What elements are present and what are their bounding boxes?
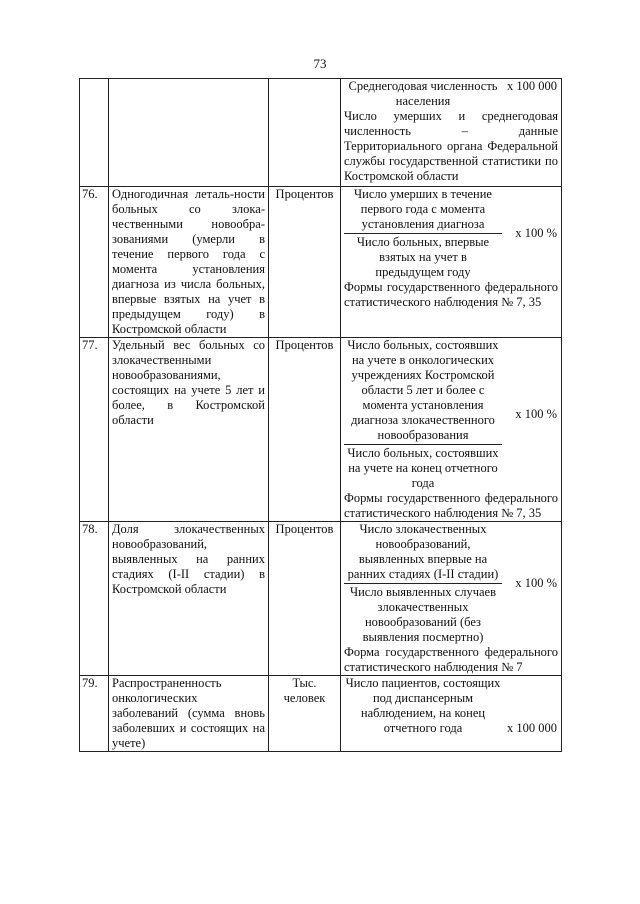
table-row — [80, 676, 562, 752]
numerator: Число больных, состоявших на учете в онкологических учреждениях Костромской области 5 лет и более с момента установления диагноза злокачественного новообразования — [344, 338, 502, 445]
indicator-name: Удельный вес больных со злокачественными новообразованиями, состоящих на учете 5 лет и более, в Костромской области — [109, 338, 269, 522]
data-source: Формы государственного федерального статистического наблюдения № 7, 35 — [344, 491, 558, 520]
row-number: 76. — [80, 187, 109, 338]
denominator-continued: Среднегодовая численность населения — [348, 79, 498, 108]
table-row — [80, 338, 562, 522]
formula — [344, 338, 558, 491]
formula-cell — [341, 79, 562, 187]
formula-cell — [341, 676, 562, 752]
formula — [344, 187, 558, 280]
unit: Процентов — [269, 338, 341, 522]
denominator: Число выявленных случаев злокачественных новообразований (без выявления посмертно) — [349, 585, 497, 644]
table-row — [80, 522, 562, 676]
indicator-name: Одногодичная леталь-ности больных со злока-чественными новообра-зованиями (умерли в течение первого года с момента установления диагноза из числа больных, впервые взятых на учет в предыдущем году) в Костромской области — [109, 187, 269, 338]
data-source: Число умерших и среднегодовая численность – данные Территориального органа Федеральной службы государственной статистики по Костромской области — [344, 109, 558, 183]
unit-cell — [269, 79, 341, 187]
row-number-cell — [80, 79, 109, 187]
formula-cell — [341, 338, 562, 522]
numerator: Число пациентов, состоящих под диспансерным наблюдением, на конец отчетного года — [345, 676, 501, 735]
unit: Процентов — [269, 187, 341, 338]
page-number: 73 — [313, 56, 327, 71]
indicator-name-cell — [109, 79, 269, 187]
unit: Процентов — [269, 522, 341, 676]
table-row — [80, 79, 562, 187]
denominator: Число больных, состоявших на учете на конец отчетного года — [347, 446, 499, 490]
data-source: Формы государственного федерального статистического наблюдения № 7, 35 — [344, 280, 558, 309]
unit: Тыс. человек — [269, 676, 341, 752]
multiplier: x 100 000 — [507, 79, 557, 93]
fraction — [344, 338, 502, 491]
row-number: 79. — [80, 676, 109, 752]
multiplier: x 100 % — [515, 407, 557, 421]
formula — [344, 676, 558, 736]
denominator: Число больных, впервые взятых на учет в предыдущем году — [356, 235, 490, 279]
formula-cell — [341, 187, 562, 338]
fraction — [344, 187, 502, 280]
row-number: 78. — [80, 522, 109, 676]
fraction — [344, 522, 502, 645]
indicator-name: Доля злокачественных новообразований, выявленных на ранних стадиях (I-II стадии) в Костромской области — [109, 522, 269, 676]
numerator: Число умерших в течение первого года с момента установления диагноза — [344, 187, 502, 234]
table-row — [80, 187, 562, 338]
multiplier: x 100 % — [515, 226, 557, 240]
formula — [344, 522, 558, 645]
formula-cell — [341, 522, 562, 676]
multiplier: x 100 % — [515, 576, 557, 590]
numerator: Число злокачественных новообразований, выявленных впервые на ранних стадиях (I-II стадии) — [344, 522, 502, 584]
data-source: Форма государственного федерального статистического наблюдения № 7 — [344, 645, 558, 674]
multiplier: x 100 000 — [507, 721, 557, 735]
row-number: 77. — [80, 338, 109, 522]
indicators-table — [79, 78, 562, 752]
indicator-name: Распространенность онкологических заболеваний (сумма вновь заболевших и состоящих на учете) — [109, 676, 269, 752]
formula — [344, 79, 558, 109]
